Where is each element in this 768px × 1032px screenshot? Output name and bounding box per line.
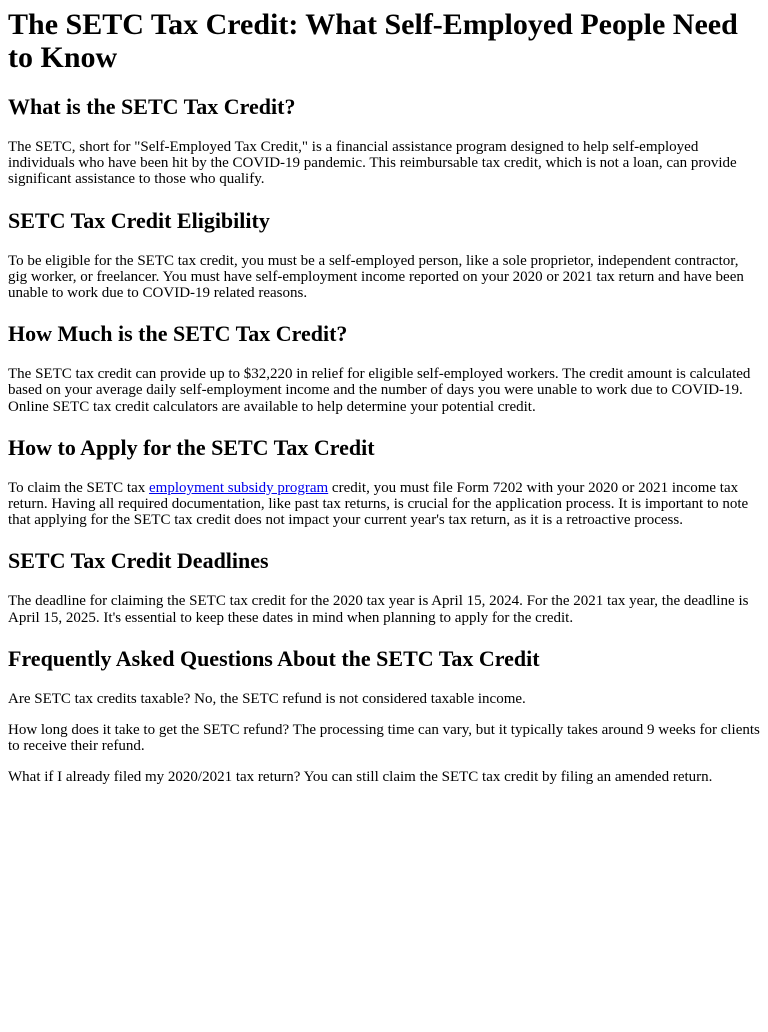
section-heading-eligibility: SETC Tax Credit Eligibility [8, 207, 270, 233]
faq-item-taxable: Are SETC tax credits taxable? No, the SETC refund is not considered taxable income. [8, 690, 526, 707]
section-heading-how-to-apply: How to Apply for the SETC Tax Credit [8, 434, 375, 460]
section-paragraph-deadlines: The deadline for claiming the SETC tax credit for the 2020 tax year is April 15, 2024. For the 2021 tax year, the deadline is April 15, 2025. It's essential to keep these dates in mind when planning to apply for the credit. [8, 593, 749, 626]
section-heading-faq: Frequently Asked Questions About the SETC Tax Credit [8, 645, 540, 671]
section-heading-deadlines: SETC Tax Credit Deadlines [8, 548, 269, 574]
section-paragraph-what-is: The SETC, short for "Self-Employed Tax Credit," is a financial assistance program designed to help self-employed individuals who have been hit by the COVID-19 pandemic. This reimbursable tax credit, which is not a loan, can provide significant assistance to those who qualify. [8, 139, 737, 188]
section-paragraph-how-much: The SETC tax credit can provide up to $32,220 in relief for eligible self-employed workers. The credit amount is calculated based on your average daily self-employment income and the number of days you were unable to work due to COVID-19. Online SETC tax credit calculators are available to help determine your potential credit. [8, 366, 751, 415]
employment-subsidy-program-link[interactable]: employment subsidy program [149, 479, 329, 496]
apply-text-after-link: credit, you must file Form 7202 with your 2020 or 2021 income tax return. Having all required documentation, like past tax returns, is crucial for the application process. It is important to note that applying for the SETC tax credit does not impact your current year's tax return, as it is a retroactive process. [8, 479, 749, 529]
faq-item-refund-time: How long does it take to get the SETC refund? The processing time can vary, but it typically takes around 9 weeks for clients to receive their refund. [8, 722, 760, 755]
section-paragraph-how-to-apply [8, 480, 760, 529]
apply-text-before-link: To claim the SETC tax [8, 479, 150, 496]
section-heading-how-much: How Much is the SETC Tax Credit? [8, 321, 348, 347]
section-heading-what-is: What is the SETC Tax Credit? [8, 94, 296, 119]
faq-item-already-filed: What if I already filed my 2020/2021 tax return? You can still claim the SETC tax credit by filing an amended return. [8, 769, 713, 786]
section-paragraph-eligibility: To be eligible for the SETC tax credit, you must be a self-employed person, like a sole proprietor, independent contractor, gig worker, or freelancer. You must have self-employment income reported on your 2020 or 2021 tax return and have been unable to work due to COVID-19 related reasons. [8, 252, 744, 302]
page-title: The SETC Tax Credit: What Self-Employed People Need to Know [8, 8, 738, 74]
article [0, 8, 768, 786]
